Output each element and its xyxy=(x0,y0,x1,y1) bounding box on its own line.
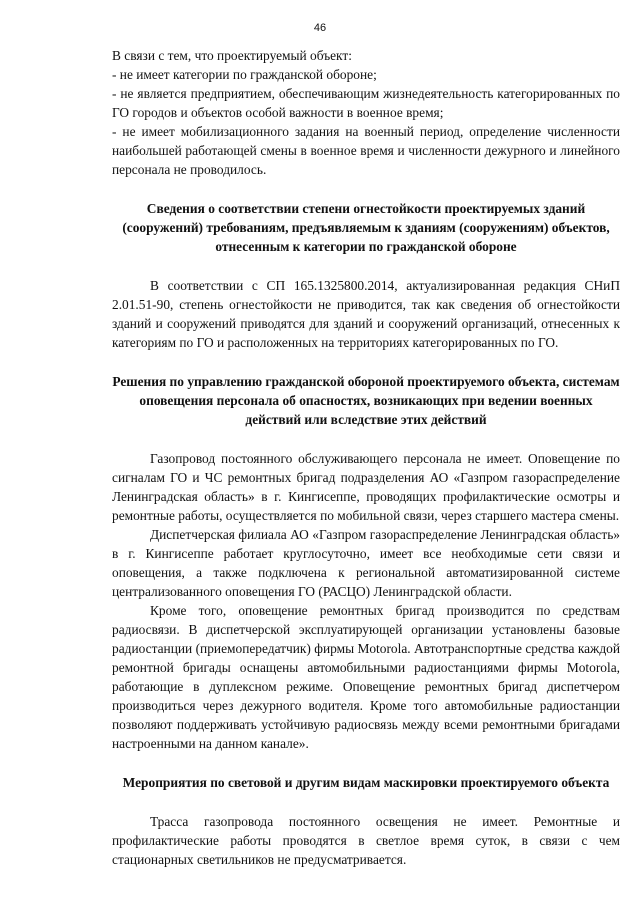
section-heading: Мероприятия по световой и другим видам маскировки проектируемого объекта xyxy=(122,775,610,790)
intro-lead: В связи с тем, что проектируемый объект: xyxy=(112,48,352,63)
page-content xyxy=(112,46,620,869)
section-paragraph: Трасса газопровода постоянного освещения не имеет. Ремонтные и профилактические работы проводятся в светлое время суток, в связи с чем стационарных светильников не предусматривается. xyxy=(112,814,620,867)
section-paragraph: В соответствии с СП 165.1325800.2014, актуализированная редакция СНиП 2.01.51-90, степень огнестойкости не приводится, так как сведения об огнестойкости зданий и сооружений приводятся для зданий и сооружений организаций, отнесенных к категориям по ГО и расположенных на территориях категорированных по ГО. xyxy=(112,278,620,350)
intro-item: - не является предприятием, обеспечивающим жизнедеятельность категорированных по ГО городов и объектов особой важности в военное время; xyxy=(112,86,620,120)
intro-item: - не имеет мобилизационного задания на военный период, определение численности наибольшей работающей смены в военное время и численности дежурного и линейного персонала не проводилось. xyxy=(112,124,620,177)
section-paragraph: Кроме того, оповещение ремонтных бригад производится по средствам радиосвязи. В диспетчерской эксплуатирующей организации установлены базовые радиостанции (приемопередатчик) фирмы Motorola. Автотранспортные средства каждой ремонтной бригады оснащены автомобильными радиостанциями фирмы Motorola, работающие в дуплексном режиме. Оповещение ремонтных бригад диспетчером производиться через дежурного водителя. Кроме того автомобильные радиостанции позволяют поддерживать устойчивую радиосвязь между всеми ремонтными бригадами настроенными на данном канале». xyxy=(112,603,620,751)
intro-item: - не имеет категории по гражданской обороне; xyxy=(112,67,377,82)
section-heading: Сведения о соответствии степени огнестойкости проектируемых зданий (сооружений) требованиям, предъявляемым к зданиям (сооружениям) объектов, отнесенным к категории по гражданской обороне xyxy=(122,201,610,254)
section-paragraph: Газопровод постоянного обслуживающего персонала не имеет. Оповещение по сигналам ГО и ЧС ремонтных бригад подразделения АО «Газпром газораспределение Ленинградская область» в г. Кингисеппе, проводящих профилактические осмотры и ремонтные работы, осуществляется по мобильной связи, через старшего мастера смены. xyxy=(112,451,620,523)
section-heading: Решения по управлению гражданской обороной проектируемого объекта, системам оповещения персонала об опасностях, возникающих при ведении военных действий или вследствие этих действий xyxy=(112,374,620,427)
section-paragraph: Диспетчерская филиала АО «Газпром газораспределение Ленинградская область» в г. Кингисеппе работает круглосуточно, имеет все необходимые сети связи и оповещения, а также подключена к региональной автоматизированной системе централизованного оповещения ГО (РАСЦО) Ленинградской области. xyxy=(112,527,620,599)
page-number: 46 xyxy=(313,22,327,34)
